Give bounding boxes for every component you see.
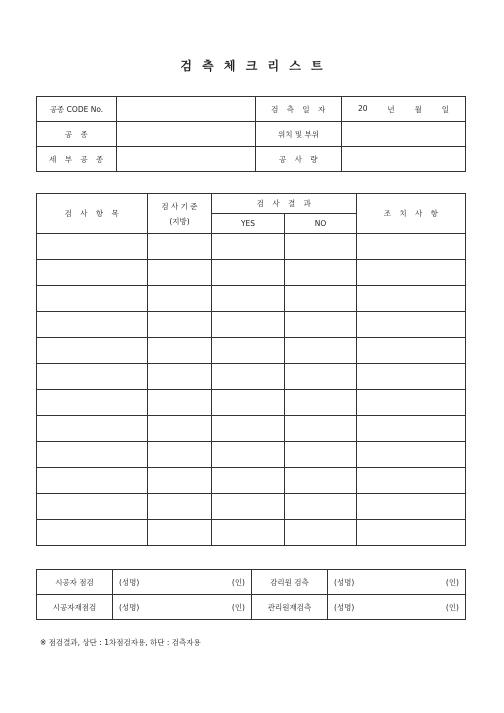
row2-left-label: 시공자재점검 xyxy=(37,595,113,620)
signature-table xyxy=(36,569,466,620)
date-input[interactable] xyxy=(342,97,466,122)
table-cell[interactable] xyxy=(357,520,466,546)
table-cell[interactable] xyxy=(37,338,148,364)
table-cell[interactable] xyxy=(148,286,212,312)
row2-left-sign[interactable] xyxy=(113,595,252,620)
row1-right-name: (성명) xyxy=(334,577,355,587)
table-cell[interactable] xyxy=(37,260,148,286)
table-cell[interactable] xyxy=(212,494,285,520)
table-cell[interactable] xyxy=(212,520,285,546)
table-cell[interactable] xyxy=(285,494,357,520)
quantity-input[interactable] xyxy=(342,147,466,172)
table-cell[interactable] xyxy=(212,338,285,364)
table-row xyxy=(37,416,466,442)
table-cell[interactable] xyxy=(357,234,466,260)
table-cell[interactable] xyxy=(212,364,285,390)
row2-left-seal: (인) xyxy=(231,602,245,612)
table-cell[interactable] xyxy=(148,520,212,546)
table-cell[interactable] xyxy=(357,416,466,442)
row1-left-sign[interactable] xyxy=(113,570,252,595)
table-cell[interactable] xyxy=(357,442,466,468)
row1-left-label: 시공자 점검 xyxy=(37,570,113,595)
work-label: 공 종 xyxy=(37,122,117,147)
table-cell[interactable] xyxy=(148,312,212,338)
table-cell[interactable] xyxy=(212,416,285,442)
table-cell[interactable] xyxy=(357,494,466,520)
location-label: 위치 및 부위 xyxy=(256,122,342,147)
table-cell[interactable] xyxy=(357,390,466,416)
table-cell[interactable] xyxy=(212,260,285,286)
table-cell[interactable] xyxy=(212,286,285,312)
work-input[interactable] xyxy=(117,122,256,147)
table-cell[interactable] xyxy=(37,494,148,520)
location-input[interactable] xyxy=(342,122,466,147)
no-header: NO xyxy=(285,214,357,234)
table-cell[interactable] xyxy=(212,390,285,416)
row2-right-name: (성명) xyxy=(334,602,355,612)
table-row xyxy=(37,312,466,338)
row1-left-seal: (인) xyxy=(231,577,245,587)
date-day-unit: 일 xyxy=(441,104,450,114)
row1-left-name: (성명) xyxy=(119,577,140,587)
standard-header xyxy=(148,194,212,234)
table-row xyxy=(37,338,466,364)
table-cell[interactable] xyxy=(148,364,212,390)
row2-right-seal: (인) xyxy=(445,602,459,612)
table-cell[interactable] xyxy=(37,520,148,546)
date-label: 검 측 일 자 xyxy=(256,97,342,122)
detail-label: 세 부 공 종 xyxy=(37,147,117,172)
table-cell[interactable] xyxy=(148,390,212,416)
code-label: 공종 CODE No. xyxy=(37,97,117,122)
footnote: ※ 점검결과, 상단 : 1차점검자용, 하단 : 검측자용 xyxy=(40,638,201,647)
row1-right-sign[interactable] xyxy=(328,570,466,595)
table-cell[interactable] xyxy=(148,468,212,494)
table-cell[interactable] xyxy=(148,416,212,442)
table-cell[interactable] xyxy=(285,312,357,338)
table-cell[interactable] xyxy=(212,234,285,260)
table-cell[interactable] xyxy=(285,520,357,546)
table-cell[interactable] xyxy=(285,390,357,416)
table-cell[interactable] xyxy=(212,312,285,338)
yes-header: YES xyxy=(212,214,285,234)
table-cell[interactable] xyxy=(212,468,285,494)
table-cell[interactable] xyxy=(285,442,357,468)
row2-left-name: (성명) xyxy=(119,602,140,612)
table-row xyxy=(37,260,466,286)
standard-header-sub: (지방) xyxy=(169,216,190,226)
inspection-rows xyxy=(37,234,466,546)
table-cell[interactable] xyxy=(148,234,212,260)
table-cell[interactable] xyxy=(285,468,357,494)
row1-right-label: 감리원 검측 xyxy=(252,570,328,595)
table-row xyxy=(37,468,466,494)
inspection-table xyxy=(36,193,466,546)
table-cell[interactable] xyxy=(37,468,148,494)
detail-input[interactable] xyxy=(117,147,256,172)
table-cell[interactable] xyxy=(37,416,148,442)
item-header: 검 사 항 목 xyxy=(37,194,148,234)
row2-right-label: 관리원재검측 xyxy=(252,595,328,620)
table-row xyxy=(37,494,466,520)
table-row xyxy=(37,286,466,312)
table-cell[interactable] xyxy=(357,364,466,390)
table-cell[interactable] xyxy=(148,494,212,520)
table-cell[interactable] xyxy=(357,260,466,286)
table-cell[interactable] xyxy=(37,364,148,390)
table-cell[interactable] xyxy=(357,338,466,364)
table-cell[interactable] xyxy=(148,260,212,286)
date-year-unit: 년 xyxy=(387,104,395,114)
date-month-unit: 월 xyxy=(414,104,422,114)
table-cell[interactable] xyxy=(357,312,466,338)
table-cell[interactable] xyxy=(285,234,357,260)
table-row xyxy=(37,442,466,468)
table-cell[interactable] xyxy=(37,286,148,312)
table-cell[interactable] xyxy=(285,338,357,364)
table-cell[interactable] xyxy=(285,416,357,442)
table-row xyxy=(37,520,466,546)
table-cell[interactable] xyxy=(212,442,285,468)
table-cell[interactable] xyxy=(285,260,357,286)
table-cell[interactable] xyxy=(37,390,148,416)
info-table xyxy=(36,96,466,172)
standard-header-label: 검 사 기 준 xyxy=(161,201,198,211)
date-year: 20 xyxy=(357,103,368,113)
row1-right-seal: (인) xyxy=(445,577,459,587)
result-header: 검 사 결 과 xyxy=(212,194,357,214)
table-cell[interactable] xyxy=(357,286,466,312)
table-cell[interactable] xyxy=(148,442,212,468)
table-row xyxy=(37,364,466,390)
action-header: 조 치 사 항 xyxy=(357,194,466,234)
table-cell[interactable] xyxy=(37,312,148,338)
table-cell[interactable] xyxy=(148,338,212,364)
table-cell[interactable] xyxy=(37,442,148,468)
quantity-label: 공 사 량 xyxy=(256,147,342,172)
page-title: 검 측 체 크 리 스 트 xyxy=(180,59,324,73)
table-cell[interactable] xyxy=(357,468,466,494)
table-cell[interactable] xyxy=(285,364,357,390)
table-cell[interactable] xyxy=(285,286,357,312)
table-row xyxy=(37,390,466,416)
row2-right-sign[interactable] xyxy=(328,595,466,620)
table-cell[interactable] xyxy=(37,234,148,260)
table-row xyxy=(37,234,466,260)
code-input[interactable] xyxy=(117,97,256,122)
